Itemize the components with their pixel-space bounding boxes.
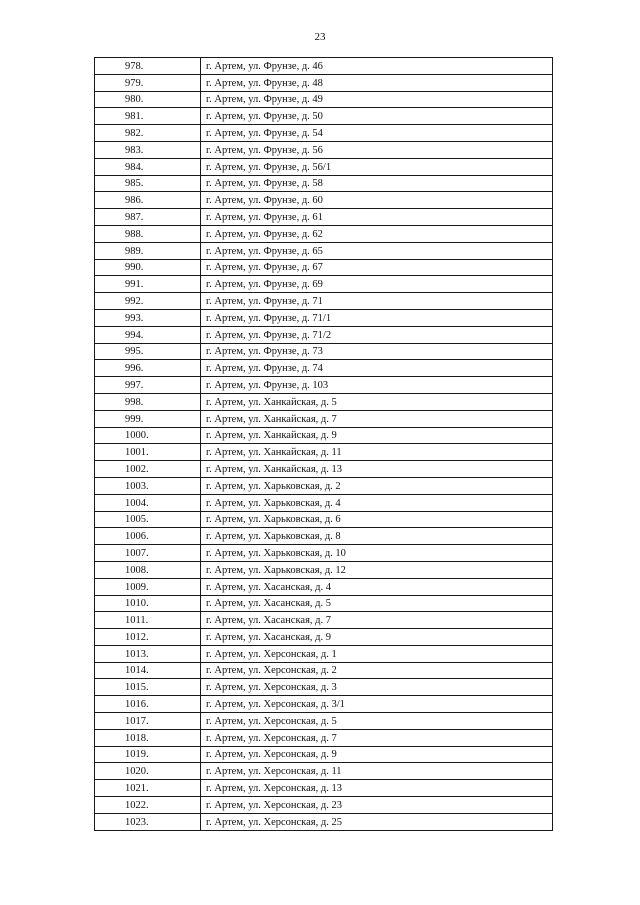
- table-row: [95, 209, 553, 226]
- address-cell: г. Артем, ул. Фрунзе, д. 46: [201, 58, 553, 75]
- table-row: [95, 242, 553, 259]
- address-cell: г. Артем, ул. Хасанская, д. 5: [201, 595, 553, 612]
- row-number-cell: 999.: [95, 410, 201, 427]
- address-cell: г. Артем, ул. Хасанская, д. 7: [201, 612, 553, 629]
- address-cell: г. Артем, ул. Фрунзе, д. 65: [201, 242, 553, 259]
- address-cell: г. Артем, ул. Фрунзе, д. 49: [201, 91, 553, 108]
- table-row: [95, 393, 553, 410]
- table-row: [95, 141, 553, 158]
- row-number-cell: 981.: [95, 108, 201, 125]
- table-row: [95, 494, 553, 511]
- table-row: [95, 561, 553, 578]
- address-cell: г. Артем, ул. Фрунзе, д. 67: [201, 259, 553, 276]
- row-number-cell: 1000.: [95, 427, 201, 444]
- address-cell: г. Артем, ул. Фрунзе, д. 71/2: [201, 326, 553, 343]
- row-number-cell: 994.: [95, 326, 201, 343]
- table-row: [95, 91, 553, 108]
- table-row: [95, 813, 553, 830]
- row-number-cell: 986.: [95, 192, 201, 209]
- table-row: [95, 427, 553, 444]
- address-cell: г. Артем, ул. Харьковская, д. 8: [201, 528, 553, 545]
- address-cell: г. Артем, ул. Фрунзе, д. 54: [201, 125, 553, 142]
- row-number-cell: 1012.: [95, 629, 201, 646]
- row-number-cell: 987.: [95, 209, 201, 226]
- table-row: [95, 444, 553, 461]
- address-cell: г. Артем, ул. Фрунзе, д. 50: [201, 108, 553, 125]
- row-number-cell: 1011.: [95, 612, 201, 629]
- address-cell: г. Артем, ул. Хасанская, д. 4: [201, 578, 553, 595]
- table-row: [95, 343, 553, 360]
- row-number-cell: 1015.: [95, 679, 201, 696]
- address-cell: г. Артем, ул. Херсонская, д. 3/1: [201, 696, 553, 713]
- row-number-cell: 993.: [95, 309, 201, 326]
- row-number-cell: 1014.: [95, 662, 201, 679]
- table-row: [95, 108, 553, 125]
- row-number-cell: 1004.: [95, 494, 201, 511]
- row-number-cell: 980.: [95, 91, 201, 108]
- table-row: [95, 360, 553, 377]
- table-row: [95, 74, 553, 91]
- table-row: [95, 192, 553, 209]
- table-row: [95, 410, 553, 427]
- row-number-cell: 982.: [95, 125, 201, 142]
- address-table-body: [95, 58, 553, 831]
- address-cell: г. Артем, ул. Фрунзе, д. 71: [201, 293, 553, 310]
- row-number-cell: 979.: [95, 74, 201, 91]
- table-row: [95, 729, 553, 746]
- table-row: [95, 326, 553, 343]
- table-row: [95, 662, 553, 679]
- address-cell: г. Артем, ул. Ханкайская, д. 13: [201, 461, 553, 478]
- address-cell: г. Артем, ул. Харьковская, д. 6: [201, 511, 553, 528]
- address-cell: г. Артем, ул. Фрунзе, д. 48: [201, 74, 553, 91]
- address-cell: г. Артем, ул. Хасанская, д. 9: [201, 629, 553, 646]
- row-number-cell: 1008.: [95, 561, 201, 578]
- row-number-cell: 983.: [95, 141, 201, 158]
- row-number-cell: 1016.: [95, 696, 201, 713]
- table-row: [95, 175, 553, 192]
- address-table: [94, 57, 553, 831]
- row-number-cell: 978.: [95, 58, 201, 75]
- row-number-cell: 991.: [95, 276, 201, 293]
- row-number-cell: 990.: [95, 259, 201, 276]
- address-cell: г. Артем, ул. Харьковская, д. 10: [201, 545, 553, 562]
- table-row: [95, 477, 553, 494]
- row-number-cell: 992.: [95, 293, 201, 310]
- row-number-cell: 985.: [95, 175, 201, 192]
- row-number-cell: 984.: [95, 158, 201, 175]
- row-number-cell: 1005.: [95, 511, 201, 528]
- address-cell: г. Артем, ул. Фрунзе, д. 73: [201, 343, 553, 360]
- table-row: [95, 225, 553, 242]
- address-cell: г. Артем, ул. Фрунзе, д. 62: [201, 225, 553, 242]
- row-number-cell: 988.: [95, 225, 201, 242]
- address-cell: г. Артем, ул. Ханкайская, д. 11: [201, 444, 553, 461]
- address-cell: г. Артем, ул. Фрунзе, д. 69: [201, 276, 553, 293]
- table-row: [95, 377, 553, 394]
- table-row: [95, 545, 553, 562]
- row-number-cell: 1001.: [95, 444, 201, 461]
- address-cell: г. Артем, ул. Херсонская, д. 13: [201, 780, 553, 797]
- table-row: [95, 276, 553, 293]
- row-number-cell: 1021.: [95, 780, 201, 797]
- address-cell: г. Артем, ул. Херсонская, д. 3: [201, 679, 553, 696]
- table-row: [95, 696, 553, 713]
- address-cell: г. Артем, ул. Ханкайская, д. 9: [201, 427, 553, 444]
- address-cell: г. Артем, ул. Харьковская, д. 4: [201, 494, 553, 511]
- address-cell: г. Артем, ул. Херсонская, д. 9: [201, 746, 553, 763]
- row-number-cell: 1019.: [95, 746, 201, 763]
- table-row: [95, 309, 553, 326]
- address-cell: г. Артем, ул. Ханкайская, д. 5: [201, 393, 553, 410]
- row-number-cell: 1020.: [95, 763, 201, 780]
- table-row: [95, 746, 553, 763]
- address-cell: г. Артем, ул. Фрунзе, д. 71/1: [201, 309, 553, 326]
- table-row: [95, 679, 553, 696]
- address-cell: г. Артем, ул. Фрунзе, д. 61: [201, 209, 553, 226]
- row-number-cell: 1003.: [95, 477, 201, 494]
- table-row: [95, 58, 553, 75]
- table-row: [95, 578, 553, 595]
- table-row: [95, 595, 553, 612]
- address-cell: г. Артем, ул. Херсонская, д. 5: [201, 713, 553, 730]
- table-row: [95, 125, 553, 142]
- table-row: [95, 511, 553, 528]
- row-number-cell: 1018.: [95, 729, 201, 746]
- address-cell: г. Артем, ул. Фрунзе, д. 56/1: [201, 158, 553, 175]
- address-cell: г. Артем, ул. Херсонская, д. 1: [201, 645, 553, 662]
- row-number-cell: 989.: [95, 242, 201, 259]
- table-row: [95, 293, 553, 310]
- row-number-cell: 1023.: [95, 813, 201, 830]
- row-number-cell: 1007.: [95, 545, 201, 562]
- address-cell: г. Артем, ул. Фрунзе, д. 60: [201, 192, 553, 209]
- row-number-cell: 1022.: [95, 797, 201, 814]
- address-cell: г. Артем, ул. Фрунзе, д. 103: [201, 377, 553, 394]
- row-number-cell: 995.: [95, 343, 201, 360]
- table-row: [95, 259, 553, 276]
- row-number-cell: 997.: [95, 377, 201, 394]
- table-row: [95, 461, 553, 478]
- row-number-cell: 1017.: [95, 713, 201, 730]
- address-cell: г. Артем, ул. Фрунзе, д. 56: [201, 141, 553, 158]
- address-cell: г. Артем, ул. Харьковская, д. 12: [201, 561, 553, 578]
- table-row: [95, 713, 553, 730]
- address-cell: г. Артем, ул. Херсонская, д. 23: [201, 797, 553, 814]
- table-row: [95, 612, 553, 629]
- address-cell: г. Артем, ул. Херсонская, д. 7: [201, 729, 553, 746]
- row-number-cell: 1006.: [95, 528, 201, 545]
- address-cell: г. Артем, ул. Харьковская, д. 2: [201, 477, 553, 494]
- address-cell: г. Артем, ул. Фрунзе, д. 74: [201, 360, 553, 377]
- table-row: [95, 629, 553, 646]
- address-cell: г. Артем, ул. Херсонская, д. 2: [201, 662, 553, 679]
- address-cell: г. Артем, ул. Ханкайская, д. 7: [201, 410, 553, 427]
- table-row: [95, 780, 553, 797]
- table-row: [95, 763, 553, 780]
- row-number-cell: 998.: [95, 393, 201, 410]
- address-cell: г. Артем, ул. Фрунзе, д. 58: [201, 175, 553, 192]
- table-row: [95, 158, 553, 175]
- table-row: [95, 528, 553, 545]
- row-number-cell: 1009.: [95, 578, 201, 595]
- table-row: [95, 645, 553, 662]
- row-number-cell: 1002.: [95, 461, 201, 478]
- row-number-cell: 996.: [95, 360, 201, 377]
- row-number-cell: 1010.: [95, 595, 201, 612]
- address-cell: г. Артем, ул. Херсонская, д. 25: [201, 813, 553, 830]
- row-number-cell: 1013.: [95, 645, 201, 662]
- page-number: 23: [314, 31, 326, 43]
- address-cell: г. Артем, ул. Херсонская, д. 11: [201, 763, 553, 780]
- table-row: [95, 797, 553, 814]
